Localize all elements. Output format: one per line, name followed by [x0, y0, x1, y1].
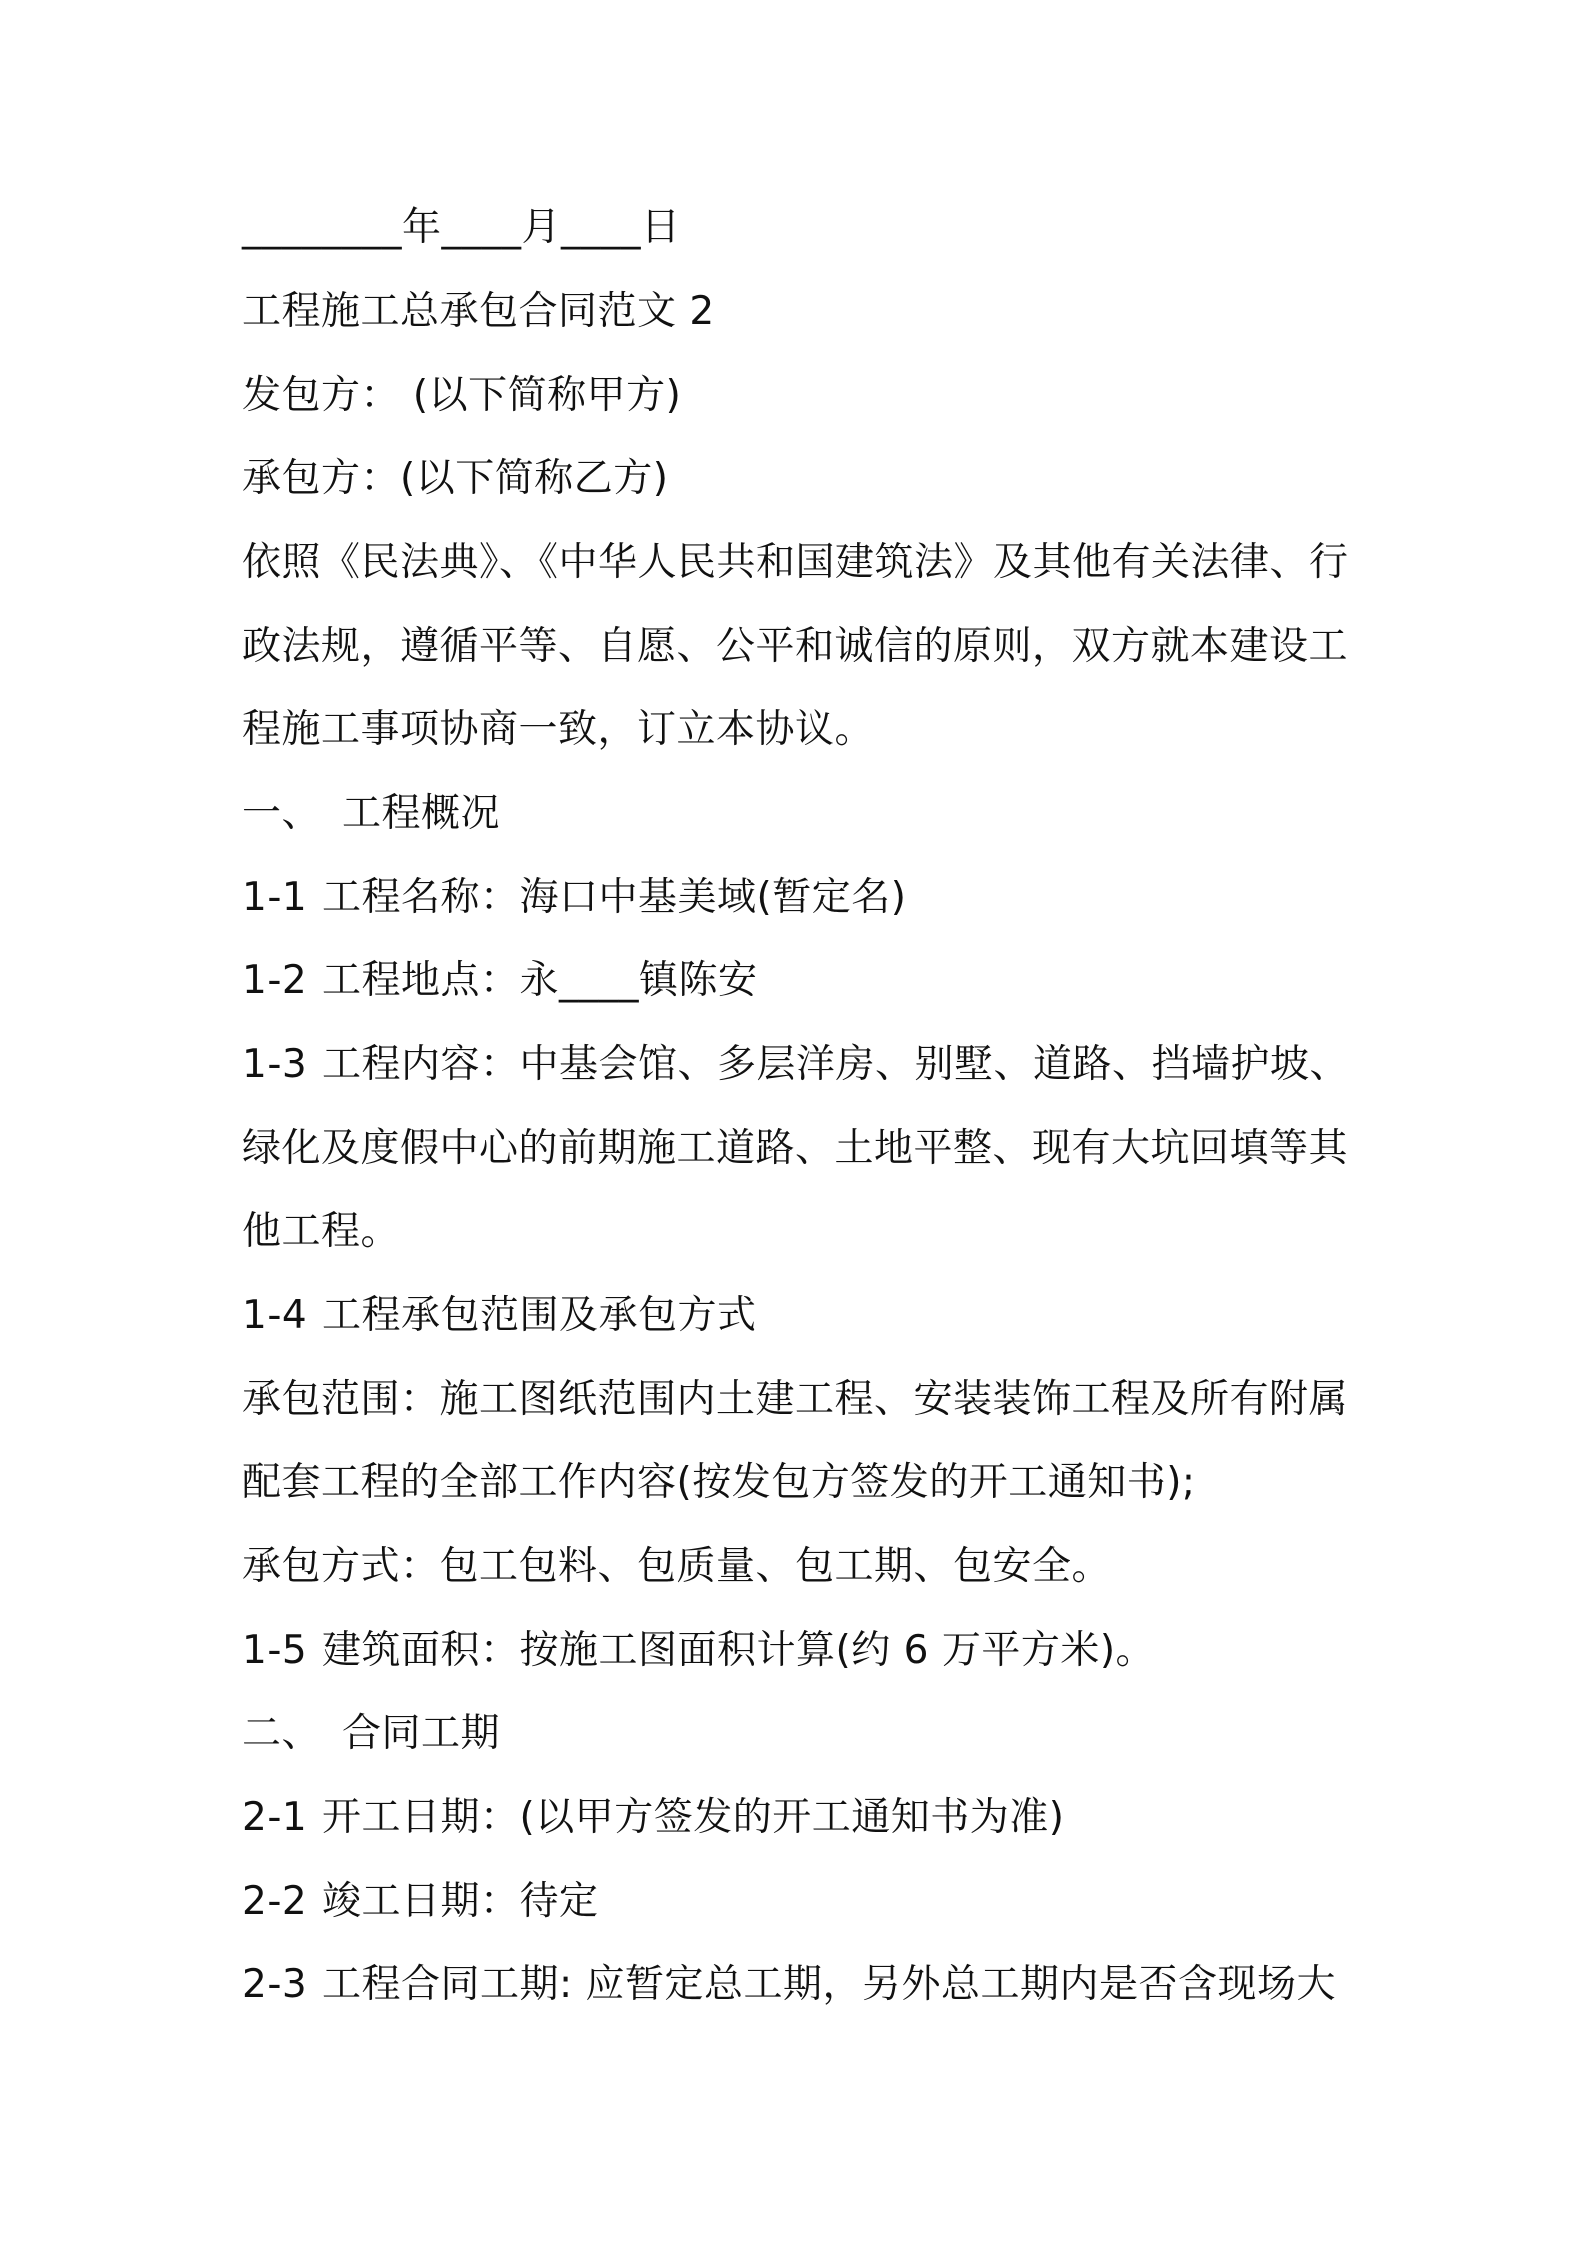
- preamble-line-2: 政法规，遵循平等、自愿、公平和诚信的原则，双方就本建设工: [242, 624, 1349, 669]
- item-text: 工程名称：海口中基美域(暂定名): [322, 875, 907, 920]
- preamble-line-3: 程施工事项协商一致，订立本协议。: [242, 707, 875, 752]
- item-number: 2-2: [242, 1879, 308, 1924]
- document-title: 工程施工总承包合同范文 2: [242, 289, 715, 334]
- item-text: 工程合同工期: 应暂定总工期，另外总工期内是否含现场大: [322, 1962, 1337, 2007]
- item-2-2: [242, 1876, 1352, 1928]
- preamble-line-1: 依照《民法典》、《中华人民共和国建筑法》及其他有关法律、行: [242, 540, 1349, 585]
- item-2-3: [242, 1959, 1352, 2011]
- item-number: 1-5: [242, 1628, 308, 1673]
- item-1-1: [242, 872, 1352, 924]
- section-1-number: 一、: [242, 791, 322, 836]
- party-b-line: 承包方：(以下简称乙方): [242, 456, 669, 501]
- section-2-title: 合同工期: [342, 1711, 501, 1756]
- item-text: 竣工日期：待定: [322, 1879, 599, 1924]
- section-1-heading: [242, 788, 1352, 840]
- party-a-line: 发包方： (以下简称甲方): [242, 373, 682, 418]
- section-1-title: 工程概况: [342, 791, 501, 836]
- item-number: 2-1: [242, 1795, 308, 1840]
- scope-line-1: 承包范围：施工图纸范围内土建工程、安装装饰工程及所有附属: [242, 1377, 1349, 1422]
- item-1-3-cont-1: 绿化及度假中心的前期施工道路、土地平整、现有大坑回填等其: [242, 1126, 1349, 1171]
- item-2-1: [242, 1792, 1352, 1844]
- item-1-3-cont-2: 他工程。: [242, 1209, 401, 1254]
- item-1-3: [242, 1039, 1352, 1091]
- item-1-2: [242, 955, 1352, 1007]
- item-1-5: [242, 1625, 1352, 1677]
- item-number: 1-3: [242, 1042, 308, 1087]
- item-number: 1-2: [242, 958, 308, 1003]
- section-2-heading: [242, 1708, 1352, 1760]
- item-text: 开工日期：(以甲方签发的开工通知书为准): [322, 1795, 1065, 1840]
- item-text: 工程内容：中基会馆、多层洋房、别墅、道路、挡墙护坡、: [322, 1042, 1350, 1087]
- item-1-4: [242, 1290, 1352, 1342]
- item-number: 1-1: [242, 875, 308, 920]
- method-line: 承包方式：包工包料、包质量、包工期、包安全。: [242, 1544, 1112, 1589]
- item-text: 工程地点：永____镇陈安: [322, 958, 758, 1003]
- item-number: 1-4: [242, 1293, 308, 1338]
- scope-line-2: 配套工程的全部工作内容(按发包方签发的开工通知书);: [242, 1460, 1196, 1505]
- item-number: 2-3: [242, 1962, 308, 2007]
- date-line: ________年____月____日: [242, 205, 681, 250]
- item-text: 工程承包范围及承包方式: [322, 1293, 757, 1338]
- section-2-number: 二、: [242, 1711, 322, 1756]
- item-text: 建筑面积：按施工图面积计算(约 6 万平方米)。: [322, 1628, 1156, 1673]
